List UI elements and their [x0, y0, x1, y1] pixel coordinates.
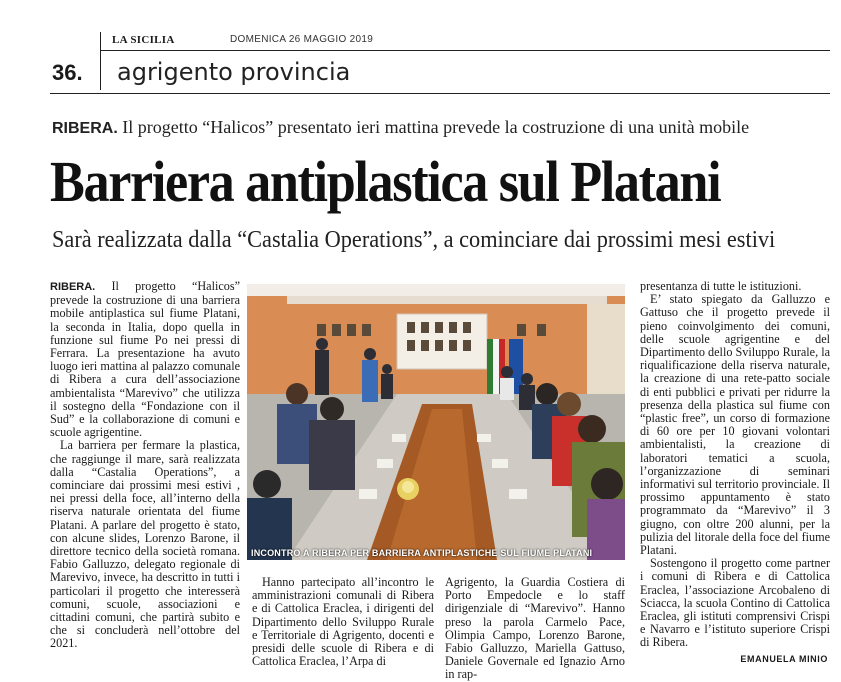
- dateline: RIBERA.: [50, 281, 96, 293]
- paragraph: [50, 280, 240, 439]
- headline: Barriera antiplastica sul Platani: [50, 149, 721, 214]
- paragraph: presentanza di tutte le istituzioni.: [640, 279, 802, 293]
- page-number: 36.: [52, 60, 83, 85]
- masthead-divider: [100, 32, 101, 90]
- kicker-place: RIBERA.: [52, 120, 118, 137]
- paragraph: La barriera per fermare la plastica, che raggiunge il mare, sarà realizzata dalla “Castalia Operations”, a cominciare dai prossimi mesi estivi , nei pressi della foce, all’interno della riserva naturale orientata del fiume Platani. A parlare del progetto è stato, con alcune slides, Lorenzo Barone, il direttore tecnico della società romana. Fabio Galluzzo, delegato regionale di Marevivo, invece, ha descritto in tutti i particolari il progetto che interesserà comuni, scuole, associazioni e cittadini comuni, che partirà subito e che si concluderà nell’ottobre del 2021.: [50, 438, 240, 651]
- paragraph: Sostengono il progetto come partner i comuni di Ribera e di Cattolica Eraclea, l’associazione Arcobaleno di Sciacca, la scuola Contino di Cattolica Eraclea, gli istituti comprensivi Crispi e Navarro e l’istituto superiore Crispi di Ribera.: [640, 556, 830, 650]
- newspaper-name: LA SICILIA: [112, 34, 175, 46]
- paragraph: Agrigento, la Guardia Costiera di Porto Empedocle e lo staff dirigenziale di “Marevivo”. Hanno preso la parola Carmelo Pace, Olimpia Campo, Lorenzo Barone, Fabio Galluzzo, Mariella Gattuso, Daniele Governale ed Ignazio Arno in rap-: [445, 575, 625, 682]
- article-column-2: [252, 576, 434, 668]
- subheadline: Sarà realizzata dalla “Castalia Operations”, a cominciare dai prossimi mesi estivi: [52, 227, 776, 253]
- byline: EMANUELA MINIO: [740, 654, 828, 664]
- meeting-room-photo: [247, 284, 625, 560]
- article-photo: [247, 284, 625, 560]
- article-column-4: [640, 280, 830, 650]
- paragraph: E’ stato spiegato da Galluzzo e Gattuso che il progetto prevede il pieno coinvolgimento dei comuni, delle scuole agrigentine e del Dipartimento dello Sviluppo Rurale, la riqualificazione della riserva naturale, la creazione di una rete-patto sociale di enti pubblici e privati per ridurre la presenza della plastica sul fiume con “plastic free”, un corso di formazione di 60 ore per 10 giovani volontari ambientalisti, la creazione di laboratori tematici a scuola, l’organizzazione di seminari informativi sul territorio provinciale. Il prossimo appuntamento è stato programmato da “Marevivo” il 3 giugno, con oltre 200 alunni, per la pulizia del litorale della foce del fiume Platani.: [640, 292, 830, 558]
- masthead: [100, 32, 830, 51]
- article-column-3: [445, 576, 625, 682]
- issue-date: DOMENICA 26 MAGGIO 2019: [230, 34, 374, 45]
- paragraph-text: Il progetto “Halicos” prevede la costruzione di una barriera mobile antiplastica sul fiume Platani, la seconda in Italia, dopo quella in funzione sul fiume Po nei pressi di Ferrara. La presentazione ha avuto luogo ieri mattina al palazzo comunale di Ribera a cura dell’associazione ambientalista “Marevivo” che utilizza il sostegno della “Fondazione con il Sud” e la collaborazione di comuni e scuole agrigentine.: [50, 279, 240, 440]
- photo-caption: INCONTRO A RIBERA PER BARRIERA ANTIPLASTICHE SUL FIUME PLATANI: [251, 548, 593, 558]
- header-rule: [50, 93, 830, 94]
- article-column-1: [50, 280, 240, 651]
- kicker: [52, 117, 832, 138]
- section-title: agrigento provincia: [117, 58, 351, 86]
- paragraph: Hanno partecipato all’incontro le amministrazioni comunali di Ribera e di Cattolica Eraclea, i dirigenti del Dipartimento dello Sviluppo Rurale e Territoriale di Agrigento, docenti e presidi delle scuole di Ribera e di Cattolica Eraclea, l’Arpa di: [252, 575, 434, 669]
- kicker-text: Il progetto “Halicos” presentato ieri mattina prevede la costruzione di una unità mobile: [117, 117, 750, 137]
